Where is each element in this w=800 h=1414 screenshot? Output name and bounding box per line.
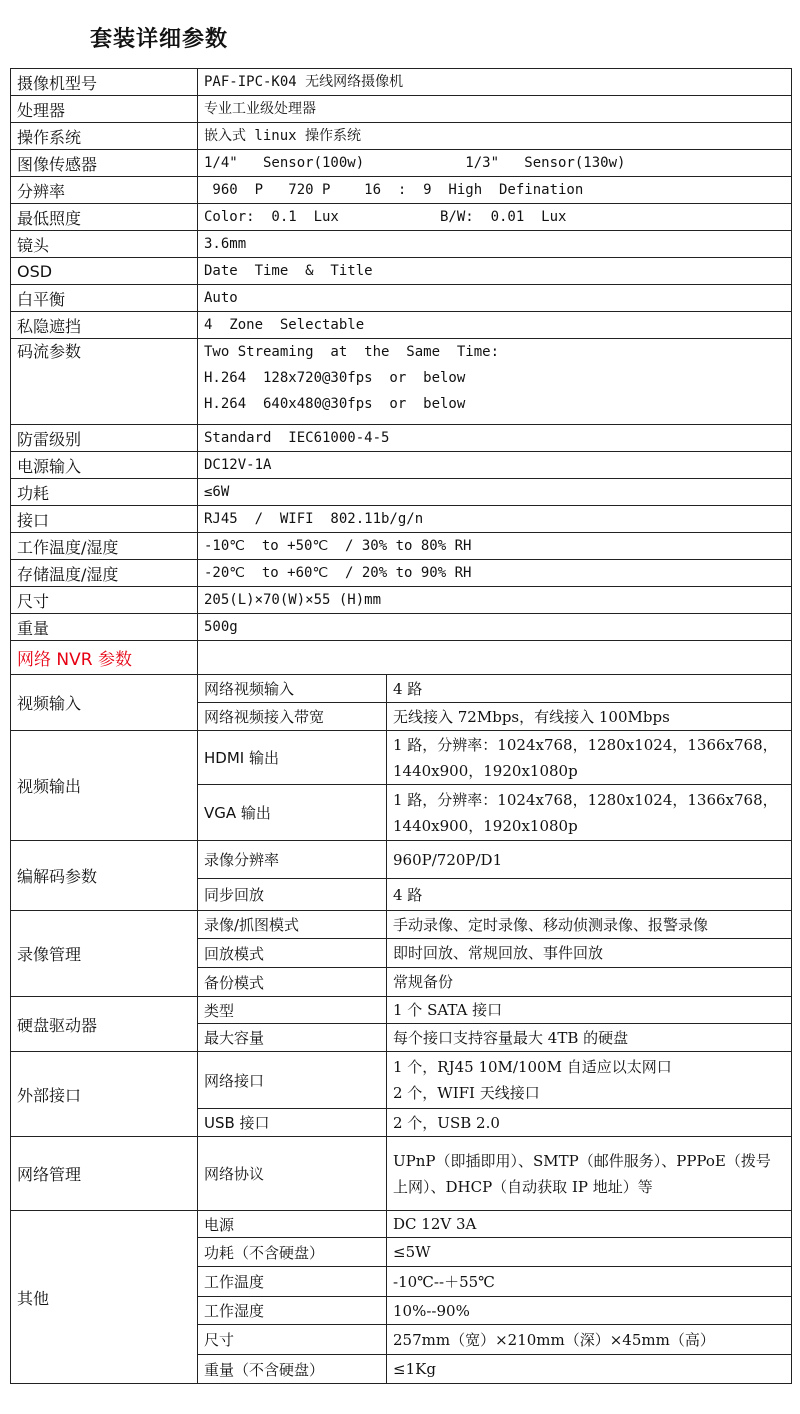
spec-label: 分辨率: [11, 177, 198, 204]
spec-row: [11, 533, 792, 560]
spec-row: [11, 425, 792, 452]
spec-value: [198, 452, 792, 479]
spec-label: 最低照度: [11, 204, 198, 231]
nvr-group-label: 视频输出: [11, 731, 198, 841]
spec-label: 操作系统: [11, 123, 198, 150]
nvr-param-label: VGA 输出: [198, 785, 387, 841]
spec-value: [198, 204, 792, 231]
nvr-param-value: UPnP（即插即用）、SMTP（邮件服务）、PPPoE（拨号上网）、DHCP（自动获取 IP 地址）等: [387, 1137, 792, 1211]
nvr-row: [11, 841, 792, 879]
spec-value: [198, 506, 792, 533]
nvr-group-label: 视频输入: [11, 675, 198, 731]
spec-row: [11, 339, 792, 425]
spec-value-line: H.264 128x720@30fps or below: [204, 370, 466, 386]
nvr-param-label: HDMI 输出: [198, 731, 387, 785]
spec-value-line: Color: 0.1 Lux B/W: 0.01 Lux: [204, 209, 567, 225]
spec-value-line: 205(L)×70(W)×55 (H)mm: [204, 592, 382, 608]
nvr-param-label: 录像/抓图模式: [198, 911, 387, 939]
nvr-param-value: 1 个，RJ45 10M/100M 自适应以太网口 2 个，WIFI 天线接口: [387, 1052, 792, 1109]
nvr-param-label: 回放模式: [198, 939, 387, 968]
spec-label: 接口: [11, 506, 198, 533]
nvr-group-label: 硬盘驱动器: [11, 997, 198, 1052]
spec-label: 功耗: [11, 479, 198, 506]
spec-value-line: Date Time & Title: [204, 263, 373, 279]
nvr-param-label: 最大容量: [198, 1024, 387, 1052]
nvr-param-value: 4 路: [387, 675, 792, 703]
spec-value: [198, 339, 792, 425]
spec-row: [11, 506, 792, 533]
nvr-row: [11, 1137, 792, 1211]
spec-row: [11, 96, 792, 123]
nvr-param-value: ≤1Kg: [387, 1355, 792, 1384]
spec-row: [11, 258, 792, 285]
nvr-param-label: 尺寸: [198, 1325, 387, 1355]
nvr-param-value: 1 路，分辨率：1024x768，1280x1024，1366x768，1440x900，1920x1080p: [387, 785, 792, 841]
spec-value: [198, 479, 792, 506]
spec-value-line: 960 P 720 P 16 : 9 High Defination: [204, 182, 584, 198]
spec-value-line: H.264 640x480@30fps or below: [204, 396, 466, 412]
spec-value: [198, 533, 792, 560]
spec-row: [11, 231, 792, 258]
nvr-group-label: 编解码参数: [11, 841, 198, 911]
nvr-param-value: 2 个，USB 2.0: [387, 1109, 792, 1137]
nvr-param-value: 4 路: [387, 879, 792, 911]
spec-value: [198, 150, 792, 177]
nvr-row: [11, 911, 792, 939]
spec-value: [198, 285, 792, 312]
spec-label: 码流参数: [11, 339, 198, 425]
spec-label: 图像传感器: [11, 150, 198, 177]
spec-row: [11, 150, 792, 177]
spec-label: 处理器: [11, 96, 198, 123]
spec-row: [11, 614, 792, 641]
spec-row: [11, 123, 792, 150]
spec-value: [198, 96, 792, 123]
empty-cell: [198, 641, 792, 675]
nvr-param-label: 重量（不含硬盘）: [198, 1355, 387, 1384]
nvr-group-label: 外部接口: [11, 1052, 198, 1137]
nvr-param-label: 电源: [198, 1211, 387, 1238]
spec-value-line: 3.6mm: [204, 236, 247, 252]
spec-row: [11, 452, 792, 479]
nvr-row: [11, 731, 792, 785]
nvr-row: [11, 1211, 792, 1238]
nvr-param-label: 网络协议: [198, 1137, 387, 1211]
nvr-param-value: 1 个 SATA 接口: [387, 997, 792, 1024]
spec-label: 白平衡: [11, 285, 198, 312]
spec-row: [11, 560, 792, 587]
spec-label: 防雷级别: [11, 425, 198, 452]
nvr-row: [11, 675, 792, 703]
spec-row: [11, 479, 792, 506]
spec-value-line: -20℃ to +60℃ / 20% to 90% RH: [204, 565, 472, 581]
spec-label: 重量: [11, 614, 198, 641]
nvr-param-value: 10%--90%: [387, 1297, 792, 1325]
spec-value: [198, 69, 792, 96]
nvr-param-label: 网络视频接入带宽: [198, 703, 387, 731]
spec-value-line: 1/4" Sensor(100w) 1/3" Sensor(130w): [204, 155, 626, 171]
nvr-param-value: 1 路，分辨率：1024x768，1280x1024，1366x768，1440x900，1920x1080p: [387, 731, 792, 785]
nvr-param-value: 常规备份: [387, 968, 792, 997]
spec-value-line: Auto: [204, 290, 238, 306]
nvr-group-label: 录像管理: [11, 911, 198, 997]
nvr-param-value: ≤5W: [387, 1238, 792, 1267]
spec-value-line: Two Streaming at the Same Time:: [204, 344, 500, 360]
spec-value-line: 嵌入式 linux 操作系统: [204, 128, 362, 144]
spec-value-line: ≤6W: [204, 484, 230, 500]
spec-label: 存储温度/湿度: [11, 560, 198, 587]
nvr-param-label: 工作湿度: [198, 1297, 387, 1325]
spec-label: 摄像机型号: [11, 69, 198, 96]
nvr-param-label: 录像分辨率: [198, 841, 387, 879]
spec-label: 私隐遮挡: [11, 312, 198, 339]
spec-label: OSD: [11, 258, 198, 285]
spec-row: [11, 587, 792, 614]
spec-value: [198, 258, 792, 285]
nvr-param-value: 每个接口支持容量最大 4TB 的硬盘: [387, 1024, 792, 1052]
nvr-param-value: 960P/720P/D1: [387, 841, 792, 879]
nvr-param-value: 257mm（宽）×210mm（深）×45mm（高）: [387, 1325, 792, 1355]
nvr-row: [11, 997, 792, 1024]
spec-row: [11, 69, 792, 96]
nvr-param-label: 网络视频输入: [198, 675, 387, 703]
nvr-group-label: 其他: [11, 1211, 198, 1384]
spec-value: [198, 614, 792, 641]
nvr-group-label: 网络管理: [11, 1137, 198, 1211]
nvr-param-label: USB 接口: [198, 1109, 387, 1137]
spec-value: [198, 312, 792, 339]
page-title: 套装详细参数: [90, 27, 229, 52]
spec-value-line: DC12V-1A: [204, 457, 272, 473]
spec-value: [198, 123, 792, 150]
nvr-param-label: 网络接口: [198, 1052, 387, 1109]
spec-label: 尺寸: [11, 587, 198, 614]
spec-value: [198, 231, 792, 258]
spec-value-line: 专业工业级处理器: [204, 101, 316, 117]
nvr-row: [11, 1052, 792, 1109]
spec-value: [198, 587, 792, 614]
nvr-param-label: 备份模式: [198, 968, 387, 997]
spec-value-line: 500g: [204, 619, 238, 635]
spec-value-line: Standard IEC61000-4-5: [204, 430, 390, 446]
spec-row: [11, 204, 792, 231]
nvr-param-value: DC 12V 3A: [387, 1211, 792, 1238]
nvr-header-row: [11, 641, 792, 675]
spec-value: [198, 177, 792, 204]
spec-value-line: -10℃ to +50℃ / 30% to 80% RH: [204, 538, 472, 554]
spec-row: [11, 312, 792, 339]
nvr-param-label: 功耗（不含硬盘）: [198, 1238, 387, 1267]
spec-label: 工作温度/湿度: [11, 533, 198, 560]
spec-value: [198, 560, 792, 587]
nvr-param-value: 手动录像、定时录像、移动侦测录像、报警录像: [387, 911, 792, 939]
nvr-param-label: 工作温度: [198, 1267, 387, 1297]
spec-label: 镜头: [11, 231, 198, 258]
nvr-param-label: 同步回放: [198, 879, 387, 911]
spec-value-line: RJ45 / WIFI 802.11b/g/n: [204, 511, 424, 527]
spec-value-line: PAF-IPC-K04 无线网络摄像机: [204, 74, 404, 90]
spec-value-line: 4 Zone Selectable: [204, 317, 365, 333]
spec-label: 电源输入: [11, 452, 198, 479]
nvr-param-value: 即时回放、常规回放、事件回放: [387, 939, 792, 968]
nvr-section-title: 网络 NVR 参数: [11, 641, 198, 675]
spec-table: [10, 68, 792, 1384]
spec-row: [11, 177, 792, 204]
spec-row: [11, 285, 792, 312]
nvr-param-label: 类型: [198, 997, 387, 1024]
nvr-param-value: 无线接入 72Mbps，有线接入 100Mbps: [387, 703, 792, 731]
nvr-param-value: -10℃--＋55℃: [387, 1267, 792, 1297]
spec-value: [198, 425, 792, 452]
